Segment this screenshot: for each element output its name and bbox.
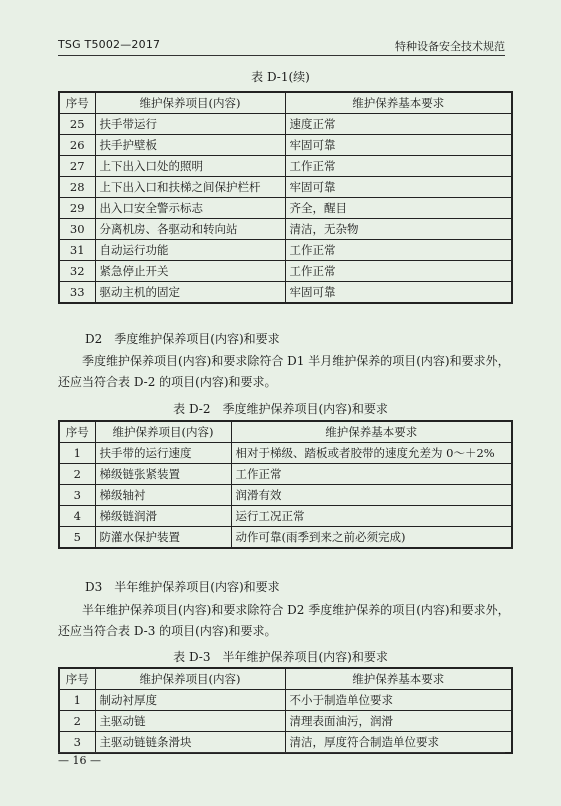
standard-code: TSG T5002—2017 [58,38,161,51]
row-number-cell: 27 [59,156,95,177]
item-cell: 上下出入口处的照明 [95,156,285,177]
header-rule [58,55,505,56]
table-d1 [58,91,513,304]
table-row [59,485,512,506]
section-d2-title: D2 季度维护保养项目(内容)和要求 [85,332,280,346]
requirement-cell: 工作正常 [285,261,512,282]
table-row [59,156,512,177]
table-row [59,506,512,527]
page-header [58,38,505,56]
page-number: — 16 — [58,754,101,767]
requirement-cell: 工作正常 [285,156,512,177]
item-cell: 驱动主机的固定 [95,282,285,304]
row-number-cell: 31 [59,240,95,261]
standard-title: 特种设备安全技术规范 [395,40,505,53]
section-d3-title: D3 半年维护保养项目(内容)和要求 [85,580,280,594]
item-cell: 制动衬厚度 [95,690,285,711]
column-header: 序号 [59,668,95,690]
row-number-cell: 5 [59,527,95,549]
item-cell: 扶手护壁板 [95,135,285,156]
table-row [59,198,512,219]
requirement-cell: 速度正常 [285,114,512,135]
item-cell: 主驱动链链条滑块 [95,732,285,754]
column-header: 维护保养基本要求 [285,668,512,690]
column-header: 维护保养项目(内容) [95,421,231,443]
table-d2 [58,420,513,549]
table-row [59,261,512,282]
column-header: 序号 [59,421,95,443]
table-row [59,443,512,464]
table-row [59,177,512,198]
table-row [59,527,512,549]
requirement-cell: 不小于制造单位要求 [285,690,512,711]
item-cell: 紧急停止开关 [95,261,285,282]
item-cell: 分离机房、各驱动和转向站 [95,219,285,240]
column-header: 维护保养项目(内容) [95,92,285,114]
requirement-cell: 清洁，厚度符合制造单位要求 [285,732,512,754]
table-row [59,240,512,261]
row-number-cell: 3 [59,732,95,754]
item-cell: 梯级链张紧装置 [95,464,231,485]
item-cell: 梯级轴衬 [95,485,231,506]
requirement-cell: 牢固可靠 [285,135,512,156]
table-d3-caption: 表 D-3 半年维护保养项目(内容)和要求 [173,650,388,664]
footer-rule [58,752,505,753]
item-cell: 防灌水保护装置 [95,527,231,549]
row-number-cell: 30 [59,219,95,240]
row-number-cell: 28 [59,177,95,198]
table-d2-caption: 表 D-2 季度维护保养项目(内容)和要求 [173,402,388,416]
table-row [59,690,512,711]
row-number-cell: 4 [59,506,95,527]
item-cell: 出入口安全警示标志 [95,198,285,219]
column-header: 维护保养基本要求 [285,92,512,114]
row-number-cell: 1 [59,443,95,464]
column-header: 维护保养基本要求 [231,421,512,443]
requirement-cell: 牢固可靠 [285,282,512,304]
row-number-cell: 32 [59,261,95,282]
table-row [59,464,512,485]
section-d2-paragraph: 季度维护保养项目(内容)和要求除符合 D1 半月维护保养的项目(内容)和要求外，还应当符合表 D-2 的项目(内容)和要求。 [58,354,510,389]
requirement-cell: 相对于梯级、踏板或者胶带的速度允差为 0～＋2% [231,443,512,464]
table-row [59,114,512,135]
row-number-cell: 2 [59,711,95,732]
requirement-cell: 牢固可靠 [285,177,512,198]
row-number-cell: 1 [59,690,95,711]
table-d1-caption: 表 D-1(续) [251,70,310,84]
requirement-cell: 润滑有效 [231,485,512,506]
row-number-cell: 25 [59,114,95,135]
table-header-row [59,421,512,443]
requirement-cell: 运行工况正常 [231,506,512,527]
item-cell: 扶手带运行 [95,114,285,135]
item-cell: 梯级链润滑 [95,506,231,527]
table-row [59,135,512,156]
requirement-cell: 动作可靠(雨季到来之前必须完成) [231,527,512,549]
table-row [59,711,512,732]
item-cell: 上下出入口和扶梯之间保护栏杆 [95,177,285,198]
table-header-row [59,668,512,690]
requirement-cell: 清理表面油污，润滑 [285,711,512,732]
requirement-cell: 清洁，无杂物 [285,219,512,240]
row-number-cell: 2 [59,464,95,485]
table-d3 [58,667,513,754]
item-cell: 主驱动链 [95,711,285,732]
column-header: 维护保养项目(内容) [95,668,285,690]
table-row [59,732,512,754]
column-header: 序号 [59,92,95,114]
row-number-cell: 33 [59,282,95,304]
row-number-cell: 3 [59,485,95,506]
section-d3-paragraph: 半年维护保养项目(内容)和要求除符合 D2 季度维护保养的项目(内容)和要求外，还应当符合表 D-3 的项目(内容)和要求。 [58,603,510,638]
requirement-cell: 工作正常 [231,464,512,485]
row-number-cell: 26 [59,135,95,156]
item-cell: 自动运行功能 [95,240,285,261]
table-row [59,282,512,304]
requirement-cell: 工作正常 [285,240,512,261]
table-row [59,219,512,240]
requirement-cell: 齐全，醒目 [285,198,512,219]
table-header-row [59,92,512,114]
item-cell: 扶手带的运行速度 [95,443,231,464]
row-number-cell: 29 [59,198,95,219]
